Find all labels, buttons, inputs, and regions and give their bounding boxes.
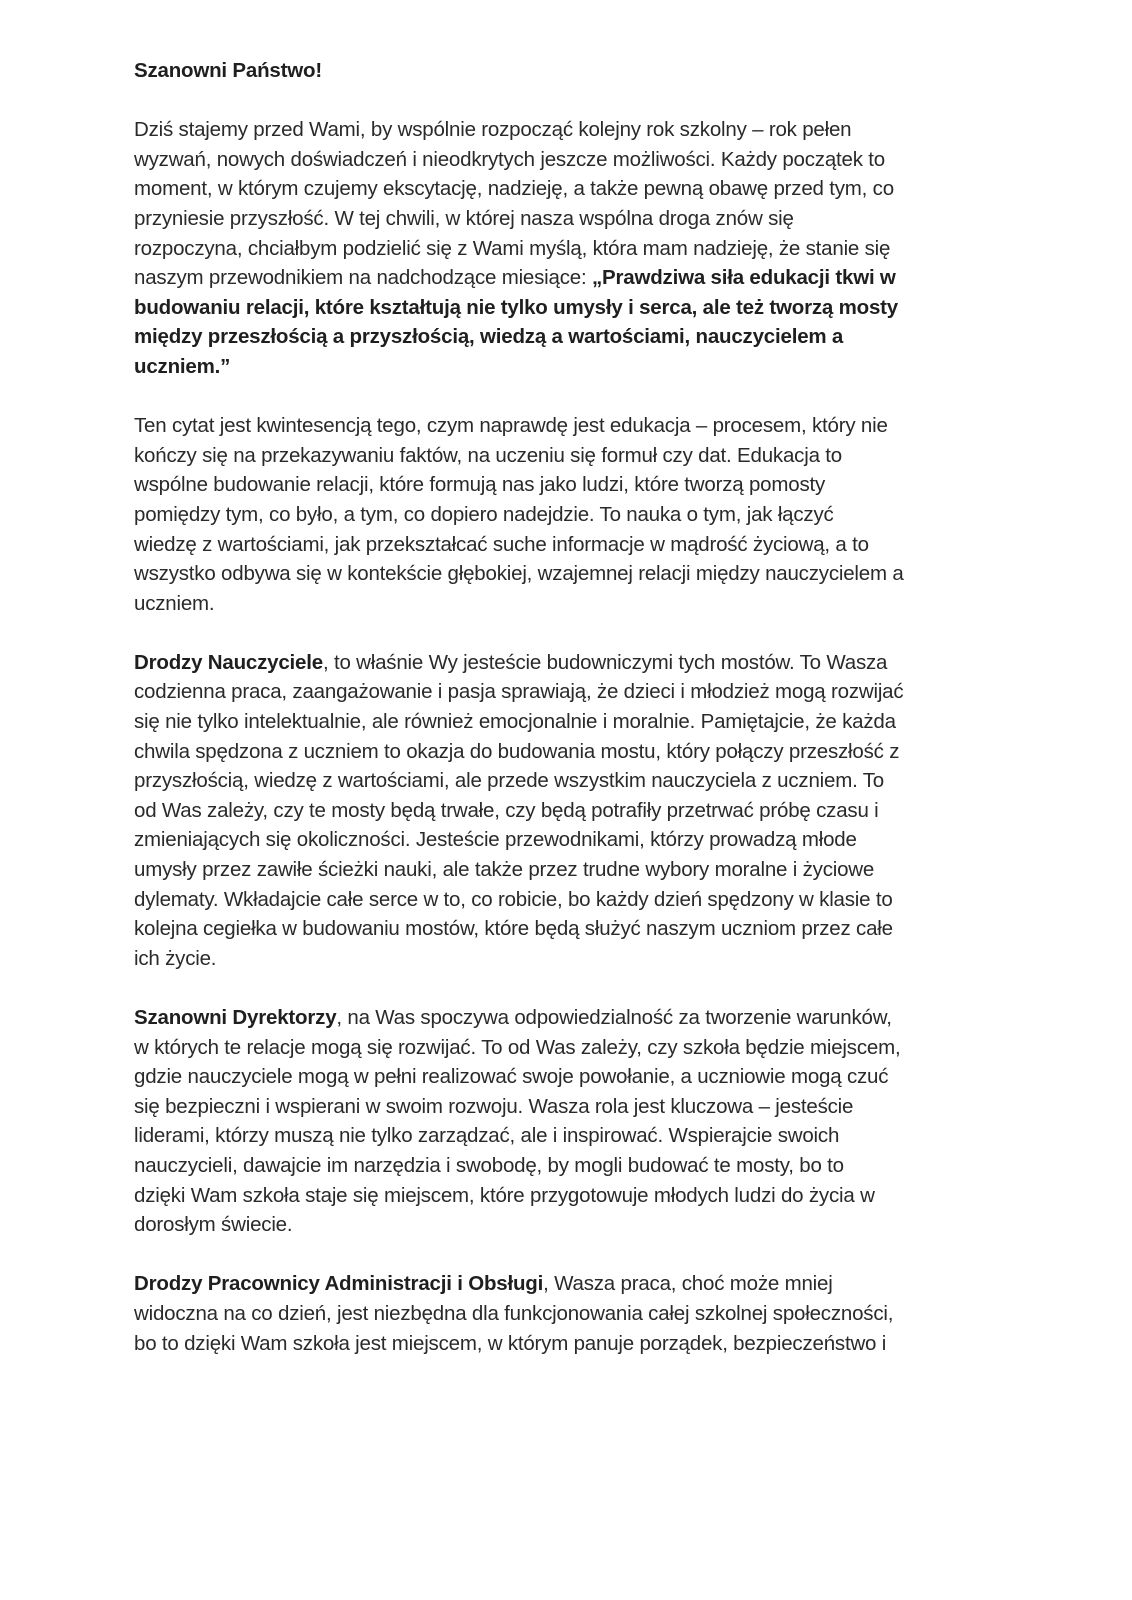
text-run: naszym przewodnikiem na nadchodzące miesiące: [134,266,592,290]
greeting-heading: Szanowni Państwo! [134,59,322,82]
text-run: Dziś stajemy przed Wami, by wspólnie rozpocząć kolejny rok szkolny – rok pełen [134,118,852,142]
text-run: bo to dzięki Wam szkoła jest miejscem, w którym panuje porządek, bezpieczeństwo i [134,1331,887,1355]
paragraph [134,115,1014,381]
text-line [134,115,1014,145]
text-line [134,1003,1014,1033]
paragraph [134,648,1014,974]
text-line [134,204,1014,234]
text-run: chwila spędzona z uczniem to okazja do budowania mostu, który połączy przeszłość z [134,739,900,763]
text-run: kończy się na przekazywaniu faktów, na uczeniu się formuł czy dat. Edukacja to [134,443,842,467]
text-line [134,293,1014,323]
text-line [134,707,1014,737]
text-run: od Was zależy, czy te mosty będą trwałe, czy będą potrafiły przetrwać próbę czasu i [134,798,879,822]
text-line [134,855,1014,885]
text-line [134,174,1014,204]
bold-text: Drodzy Pracownicy Administracji i Obsługi [134,1272,544,1296]
text-run: nauczycieli, dawajcie im narzędzia i swobodę, by mogli budować te mosty, bo to [134,1153,844,1177]
text-line [134,411,1014,441]
text-line [134,1269,1014,1299]
text-run: w których te relacje mogą się rozwijać. To od Was zależy, czy szkoła będzie miejscem, [134,1035,901,1059]
text-line [134,1151,1014,1181]
text-line [134,1121,1014,1151]
text-run: się bezpieczni i wspierani w swoim rozwoju. Wasza rola jest kluczowa – jesteście [134,1094,854,1118]
text-line [134,559,1014,589]
bold-text: Szanowni Dyrektorzy [134,1006,337,1029]
text-run: umysły przez zawiłe ścieżki nauki, ale także przez trudne wybory moralne i życiowe [134,858,875,882]
text-line [134,530,1014,560]
text-line [134,500,1014,530]
text-line [134,145,1014,175]
text-line [134,1062,1014,1092]
text-run: widoczna na co dzień, jest niezbędna dla funkcjonowania całej szkolnej społeczności, [134,1301,894,1325]
text-line [134,263,1014,293]
text-run: wiedzę z wartościami, jak przekształcać suche informacje w mądrość życiową, a to [134,532,869,556]
text-run: przyniesie przyszłość. W tej chwili, w której nasza wspólna droga znów się [134,206,794,230]
text-run: rozpoczyna, chciałbym podzielić się z Wami myślą, która mam nadzieję, że stanie się [134,236,891,260]
text-run: moment, w którym czujemy ekscytację, nadzieję, a także pewną obawę przed tym, co [134,177,894,201]
text-run: przyszłością, wiedzę z wartościami, ale przede wszystkim nauczyciela z uczniem. To [134,769,884,793]
text-line [134,1092,1014,1122]
text-line [134,796,1014,826]
text-run: pomiędzy tym, co było, a tym, co dopiero nadejdzie. To nauka o tym, jak łączyć [134,502,834,526]
text-run: uczniem. [134,591,215,615]
text-line [134,885,1014,915]
text-run: ich życie. [134,946,217,970]
text-line [134,677,1014,707]
text-line [134,589,1014,619]
text-line [134,352,1014,382]
text-line [134,234,1014,264]
paragraph [134,1003,1014,1240]
text-run: dzięki Wam szkoła staje się miejscem, które przygotowuje młodych ludzi do życia w [134,1183,875,1207]
text-run: , to właśnie Wy jesteście budowniczymi tych mostów. To Wasza [322,650,888,674]
bold-text: budowaniu relacji, które kształtują nie tylko umysły i serca, ale też tworzą mosty [134,295,899,319]
text-line [134,441,1014,471]
text-run: zmieniających się okoliczności. Jesteście przewodnikami, którzy prowadzą młode [134,828,857,852]
text-line [134,1329,1014,1359]
text-line [134,322,1014,352]
text-run: codzienna praca, zaangażowanie i pasja sprawiają, że dzieci i młodzież mogą rozwijać [134,680,904,704]
text-run: wszystko odbywa się w kontekście głębokiej, wzajemnej relacji między nauczycielem a [134,562,904,586]
text-run: , Wasza praca, choć może mniej [543,1272,833,1296]
letter-body [134,115,1014,1358]
text-line [134,825,1014,855]
bold-text: uczniem.” [134,354,231,378]
text-line [134,914,1014,944]
text-run: dorosłym świecie. [134,1213,293,1237]
text-line [134,1299,1014,1329]
text-line [134,648,1014,678]
paragraph [134,1269,1014,1358]
letter-page [134,56,1014,1358]
text-line [134,1033,1014,1063]
text-run: kolejna cegiełka w budowaniu mostów, które będą służyć naszym uczniom przez całe [134,917,893,941]
text-run: , na Was spoczywa odpowiedzialność za tworzenie warunków, [336,1006,892,1029]
text-line [134,944,1014,974]
text-line [134,766,1014,796]
text-run: Ten cytat jest kwintesencją tego, czym naprawdę jest edukacja – procesem, który nie [134,414,888,438]
text-run: liderami, którzy muszą nie tylko zarządzać, ale i inspirować. Wspierajcie swoich [134,1124,840,1148]
paragraph [134,411,1014,618]
text-run: wspólne budowanie relacji, które formują nas jako ludzi, które tworzą pomosty [134,473,826,497]
text-run: wyzwań, nowych doświadczeń i nieodkrytych jeszcze możliwości. Każdy początek to [134,147,885,171]
text-run: gdzie nauczyciele mogą w pełni realizować swoje powołanie, a uczniowie mogą czuć [134,1065,889,1089]
bold-text: Drodzy Nauczyciele [134,650,323,674]
text-line [134,1210,1014,1240]
bold-text: między przeszłością a przyszłością, wiedzą a wartościami, nauczycielem a [134,325,844,349]
bold-text: „Prawdziwa siła edukacji tkwi w [591,266,896,290]
text-line [134,470,1014,500]
text-line [134,737,1014,767]
text-run: się nie tylko intelektualnie, ale również emocjonalnie i moralnie. Pamiętajcie, że każda [134,710,896,734]
text-line [134,1181,1014,1211]
text-run: dylematy. Wkładajcie całe serce w to, co robicie, bo każdy dzień spędzony w klasie to [134,887,893,911]
